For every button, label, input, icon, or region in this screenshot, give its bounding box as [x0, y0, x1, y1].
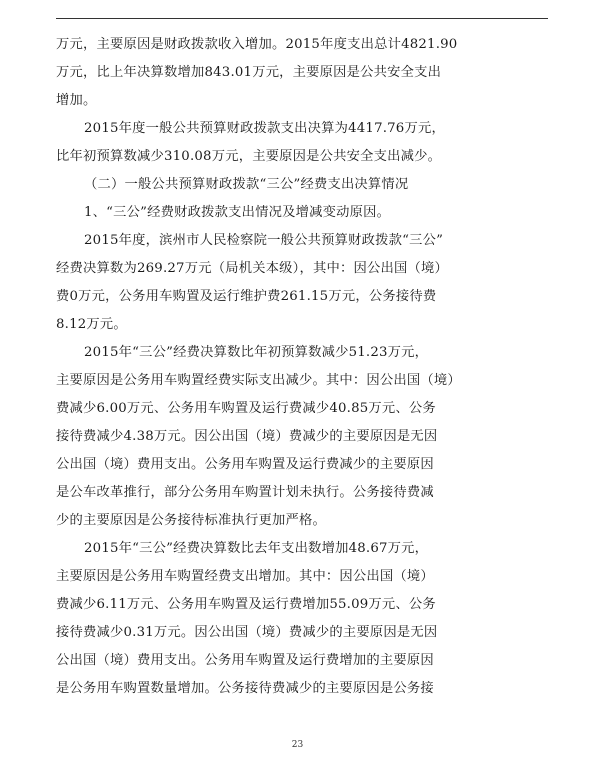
text-line: 费减少6.00万元、公务用车购置及运行费减少40.85万元、公务: [56, 401, 436, 416]
subsection-heading: 1、“三公”经费财政拨款支出情况及增减变动原因。: [84, 205, 391, 220]
text-line: 比年初预算数减少310.08万元，主要原因是公共安全支出减少。: [56, 149, 442, 164]
paragraph-first-line: 2015年“三公”经费决算数比去年支出数增加48.67万元，: [84, 541, 429, 556]
text-line: 公出国（境）费用支出。公务用车购置及运行费减少的主要原因: [56, 457, 434, 472]
text-line: 8.12万元。: [56, 317, 127, 332]
text-line: 是公务用车购置数量增加。公务接待费减少的主要原因是公务接: [56, 681, 434, 696]
text-line: 费减少6.11万元、公务用车购置及运行费增加55.09万元、公务: [56, 597, 436, 612]
text-line: 费0万元，公务用车购置及运行维护费261.15万元，公务接待费: [56, 289, 437, 304]
text-line: 经费决算数为269.27万元（局机关本级），其中：因公出国（境）: [56, 261, 448, 276]
text-line: 万元，比上年决算数增加843.01万元，主要原因是公共安全支出: [56, 65, 442, 80]
paragraph-first-line: 2015年度，滨州市人民检察院一般公共预算财政拨款“三公”: [84, 233, 444, 248]
header-rule: [56, 18, 548, 19]
text-line: 接待费减少0.31万元。因公出国（境）费减少的主要原因是无因: [56, 625, 438, 640]
text-line: 主要原因是公务用车购置经费实际支出减少。其中：因公出国（境）: [56, 373, 461, 388]
text-line: 万元，主要原因是财政拨款收入增加。2015年度支出总计4821.90: [56, 37, 458, 52]
text-line: 增加。: [56, 93, 97, 108]
paragraph-first-line: 2015年度一般公共预算财政拨款支出决算为4417.76万元，: [84, 121, 445, 136]
text-line: 主要原因是公务用车购置经费支出增加。其中：因公出国（境）: [56, 569, 434, 584]
section-heading: （二）一般公共预算财政拨款“三公”经费支出决算情况: [84, 177, 409, 192]
paragraph-first-line: 2015年“三公”经费决算数比年初预算数减少51.23万元，: [84, 345, 429, 360]
text-line: 少的主要原因是公务接待标准执行更加严格。: [56, 513, 326, 528]
text-line: 是公车改革推行，部分公务用车购置计划未执行。公务接待费减: [56, 485, 434, 500]
text-line: 公出国（境）费用支出。公务用车购置及运行费增加的主要原因: [56, 653, 434, 668]
page-number: 23: [291, 740, 304, 750]
text-line: 接待费减少4.38万元。因公出国（境）费减少的主要原因是无因: [56, 429, 438, 444]
